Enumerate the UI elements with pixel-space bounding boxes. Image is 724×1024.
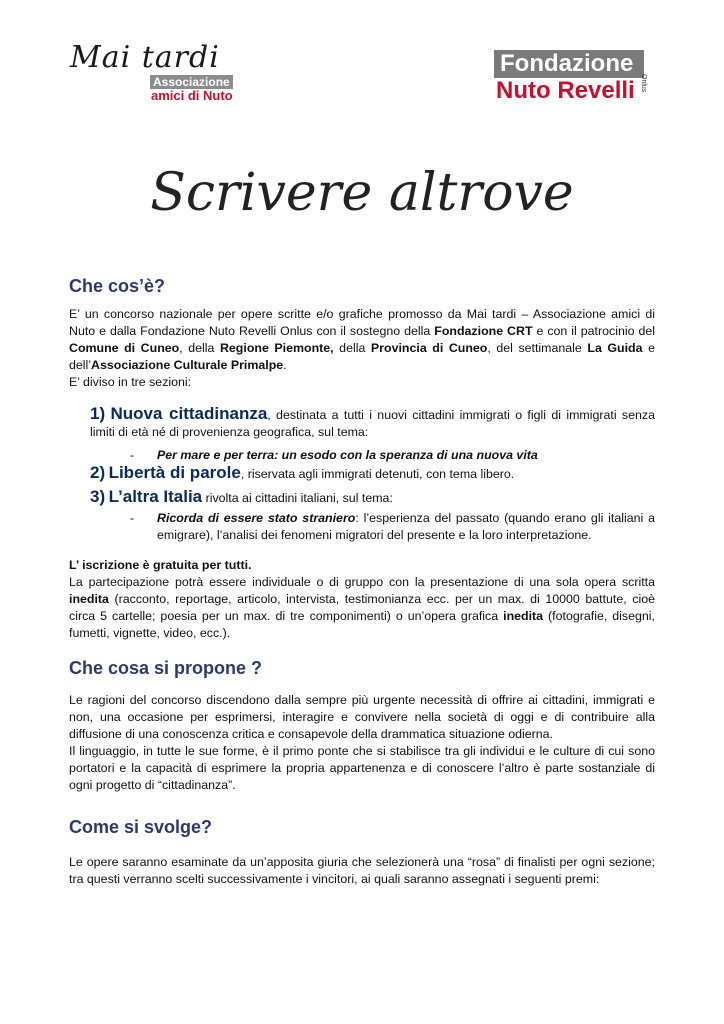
paragraph-jury: Le opere saranno esaminate da un’apposita giuria che selezionerà una “rosa” di finalisti per ogni sezione; tra questi verranno scelti successivamente i vincitori, ai quali saranno assegnati i seguenti premi: <box>69 855 655 886</box>
fondazione-logo-top: Fondazione <box>494 50 644 78</box>
heading-che-cose: Che cos’è? <box>69 276 166 296</box>
maitardi-logo-association: Associazione <box>150 75 233 89</box>
paragraph-language: Il linguaggio, in tutte le sue forme, è il primo ponte che si stabilisce tra gli individui e le culture di cui sono portatori e la capacità di esprimere la propria appartenenza e di conoscere l’altro è parte sostanziale di ogni progetto di “cittadinanza”. <box>69 744 655 792</box>
paragraph-participation: La partecipazione potrà essere individuale o di gruppo con la presentazione di una sola opera scritta inedita (racconto, reportage, articolo, intervista, testimonianza ecc. per un max. di 10000 battute, cioè circa 5 cartelle; poesia per un max. di tre componimenti) o un’opera grafica inedita (fotografie, disegni, fumetti, vignette, video, ecc.). <box>69 575 655 640</box>
page-title: Scrivere altrove <box>150 163 574 223</box>
section-3-theme: - Ricorda di essere stato straniero: l’esperienza del passato (quando erano gli italiani a emigrare), l’analisi dei fenomeni migratori del presente e la loro interpretazione. <box>130 511 655 542</box>
maitardi-logo-script: Mai tardi <box>70 40 220 75</box>
section-1-theme: - Per mare e per terra: un esodo con la speranza di una nuova vita <box>130 448 538 462</box>
fondazione-logo-onlus: Onlus <box>640 74 647 93</box>
fondazione-logo <box>494 50 644 104</box>
paragraph-sections-intro: E’ diviso in tre sezioni: <box>69 375 192 389</box>
heading-come-si-svolge: Come si svolge? <box>69 817 213 837</box>
maitardi-logo-amici: amici di Nuto <box>151 88 233 103</box>
heading-che-cosa-si-propone: Che cosa si propone ? <box>69 658 263 678</box>
section-item-1: 1) Nuova cittadinanza, destinata a tutti i nuovi cittadini immigrati o figli di immigrati senza limiti di età né di provenienza geografica, sul tema: <box>90 404 655 439</box>
section-item-3: 3) L’altra Italia rivolta ai cittadini italiani, sul tema: <box>90 487 393 506</box>
paragraph-intro: E’ un concorso nazionale per opere scritte e/o grafiche promosso da Mai tardi – Associazione amici di Nuto e dalla Fondazione Nuto Revelli Onlus con il sostegno della Fondazione CRT e con il patrocinio del Comune di Cuneo, della Regione Piemonte, della Provincia di Cuneo, del settimanale La Guida e dell’Associazione Culturale Primalpe. <box>69 307 655 372</box>
paragraph-free-registration: L’ iscrizione è gratuita per tutti. <box>69 558 252 572</box>
paragraph-reasons: Le ragioni del concorso discendono dalla sempre più urgente necessità di offrire ai cittadini, immigrati e non, una occasione per esprimersi, interagire e convivere nella società di oggi e di contribuire alla diffusione di una conoscenza critica e consapevole della drammatica situazione odierna. <box>69 693 655 741</box>
section-item-2: 2) Libertà di parole, riservata agli immigrati detenuti, con tema libero. <box>90 463 515 482</box>
fondazione-logo-bottom: Nuto Revelli <box>496 77 635 104</box>
